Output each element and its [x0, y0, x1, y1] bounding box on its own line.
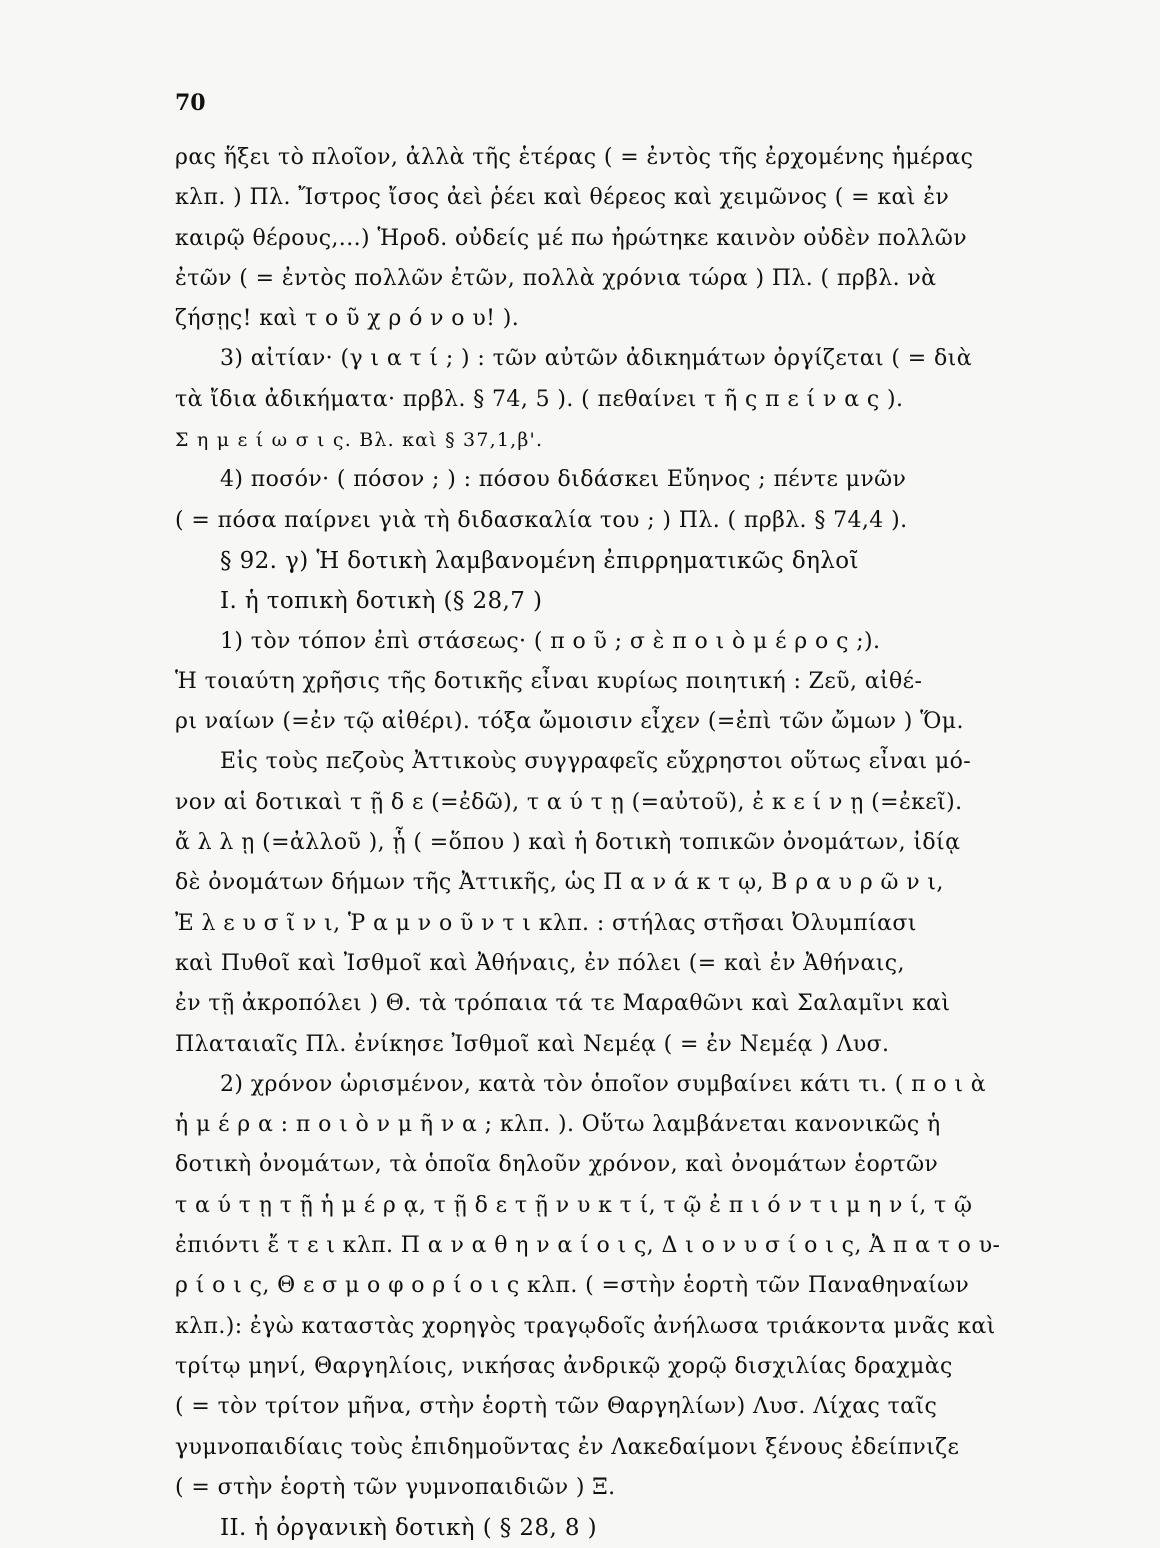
text-line: Ἡ τοιαύτη χρῆσις τῆς δοτικῆς εἶναι κυρίως ποιητική : Ζεῦ, αἰθέ- — [175, 668, 923, 694]
section-heading: § 92. γ) Ἡ δοτικὴ λαμβανομένη ἐπιρρηματικῶς δηλοῖ — [220, 547, 859, 574]
text-line: τ α ύ τ ῃ τ ῇ ἡ μ έ ρ ᾳ, τ ῇ δ ε τ ῇ ν υ κ τ ί, τ ῷ ἐ π ι ό ν τ ι μ η ν ί, τ ῷ — [175, 1192, 973, 1218]
text-line: γυμνοπαιδίαις τοὺς ἐπιδημοῦντας ἐν Λακεδαίμονι ξένους ἐδείπνιζε — [175, 1434, 960, 1460]
text-line: Πλαταιαῖς Πλ. ἐνίκησε Ἰσθμοῖ καὶ Νεμέᾳ ( = ἐν Νεμέᾳ ) Λυσ. — [175, 1031, 890, 1057]
text-line: ( = πόσα παίρνει γιὰ τὴ διδασκαλία του ; ) Πλ. ( πρβλ. § 74,4 ). — [175, 507, 908, 533]
text-line: ( = τὸν τρίτον μῆνα, στὴν ἑορτὴ τῶν Θαργηλίων) Λυσ. Λίχας ταῖς — [175, 1394, 938, 1420]
text-line: δὲ ὀνομάτων δήμων τῆς Ἀττικῆς, ὡς Π α ν ά κ τ ῳ, Β ρ α υ ρ ῶ ν ι, — [175, 870, 944, 896]
text-line: ἐν τῇ ἀκροπόλει ) Θ. τὰ τρόπαια τά τε Μαραθῶνι καὶ Σαλαμῖνι καὶ — [175, 991, 951, 1017]
text-line: ζήσῃς! καὶ τ ο ῦ χ ρ ό ν ο υ! ). — [175, 306, 520, 332]
note-line: Σ η μ ε ί ω σ ι ς. Βλ. καὶ § 37,1,β'. — [175, 429, 544, 452]
page-number: 70 — [175, 90, 206, 116]
text-line: καιρῷ θέρους,...) Ἡροδ. οὐδείς μέ πω ἠρώτηκε καινὸν οὐδὲν πολλῶν — [175, 225, 967, 251]
text-line: νον αἱ δοτικαὶ τ ῇ δ ε (=ἐδῶ), τ α ύ τ ῃ (=αὐτοῦ), ἐ κ ε ί ν ῃ (=ἐκεῖ). — [175, 789, 963, 815]
text-line: 1) τὸν τόπον ἐπὶ στάσεως· ( π ο ῦ ; σ ὲ π ο ι ὸ μ έ ρ ο ς ;). — [220, 628, 881, 654]
text-line: δοτικὴ ὀνομάτων, τὰ ὁποῖα δηλοῦν χρόνον, καὶ ὀνομάτων ἑορτῶν — [175, 1152, 939, 1178]
text-line: κλπ. ) Πλ. Ἴστρος ἴσος ἀεὶ ῥέει καὶ θέρεος καὶ χειμῶνος ( = καὶ ἐν — [175, 185, 950, 211]
text-line: 4) ποσόν· ( πόσον ; ) : πόσου διδάσκει Εὔηνος ; πέντε μνῶν — [220, 467, 907, 493]
text-line: τρίτῳ μηνί, Θαργηλίοις, νικήσας ἀνδρικῷ χορῷ δισχιλίας δραχμὰς — [175, 1353, 953, 1379]
text-line: Εἰς τοὺς πεζοὺς Ἀττικοὺς συγγραφεῖς εὔχρηστοι οὕτως εἶναι μό- — [220, 749, 972, 775]
subsection-heading: Ι. ἡ τοπικὴ δοτικὴ (§ 28,7 ) — [220, 588, 543, 615]
text-line: ρ ί ο ι ς, Θ ε σ μ ο φ ο ρ ί ο ι ς κλπ. ( =στὴν ἑορτὴ τῶν Παναθηναίων — [175, 1273, 970, 1299]
text-line: ἐπιόντι ἔ τ ε ι κλπ. Π α ν α θ η ν α ί ο ι ς, Δ ι ο ν υ σ ί ο ι ς, Ἀ π α τ ο υ- — [175, 1233, 1001, 1259]
text-line: ρι ναίων (=ἐν τῷ αἰθέρι). τόξα ὤμοισιν εἶχεν (=ἐπὶ τῶν ὤμων ) Ὅμ. — [175, 709, 964, 735]
text-line: 3) αἰτίαν· (γ ι α τ ί ; ) : τῶν αὐτῶν ἀδικημάτων ὀργίζεται ( = διὰ — [220, 346, 972, 372]
subsection-heading: ΙΙ. ἡ ὀργανικὴ δοτικὴ ( § 28, 8 ) — [220, 1515, 597, 1542]
text-line: κλπ.): ἐγὼ καταστὰς χορηγὸς τραγῳδοῖς ἀνήλωσα τριάκοντα μνᾶς καὶ — [175, 1313, 996, 1339]
text-line: 2) χρόνον ὡρισμένον, κατὰ τὸν ὁποῖον συμβαίνει κάτι τι. ( π ο ι ὰ — [220, 1071, 987, 1097]
text-line: καὶ Πυθοῖ καὶ Ἰσθμοῖ καὶ Ἀθήναις, ἐν πόλει (= καὶ ἐν Ἀθήναις, — [175, 950, 905, 976]
text-line: ἐτῶν ( = ἐντὸς πολλῶν ἐτῶν, πολλὰ χρόνια τώρα ) Πλ. ( πρβλ. νὰ — [175, 265, 937, 291]
text-line: ἡ μ έ ρ α : π ο ι ὸ ν μ ῆ ν α ; κλπ. ). Οὕτω λαμβάνεται κανονικῶς ἡ — [175, 1112, 941, 1138]
text-line: ἄ λ λ ῃ (=ἀλλοῦ ), ᾗ ( =ὅπου ) καὶ ἡ δοτικὴ τοπικῶν ὀνομάτων, ἰδίᾳ — [175, 830, 961, 856]
text-line: ( = στὴν ἑορτὴ τῶν γυμνοπαιδιῶν ) Ξ. — [175, 1474, 616, 1500]
body-text — [175, 138, 1120, 1548]
text-line: τὰ ἴδια ἀδικήματα· πρβλ. § 74, 5 ). ( πεθαίνει τ ῆ ς π ε ί ν α ς ). — [175, 386, 904, 412]
text-line: ρας ἥξει τὸ πλοῖον, ἀλλὰ τῆς ἑτέρας ( = ἐντὸς τῆς ἐρχομένης ἡμέρας — [175, 145, 974, 170]
text-line: Ἐ λ ε υ σ ῖ ν ι, Ῥ α μ ν ο ῦ ν τ ι κλπ. : στήλας στῆσαι Ὀλυμπίασι — [175, 910, 917, 936]
